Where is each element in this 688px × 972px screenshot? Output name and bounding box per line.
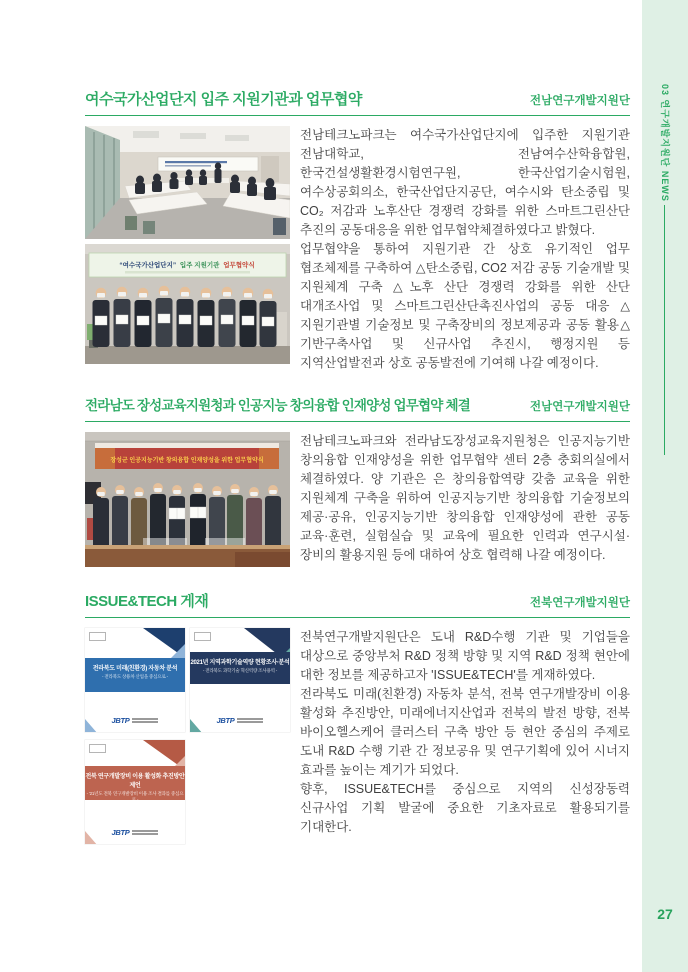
report-cover-auto	[85, 628, 185, 732]
section-title: 전라남도 장성교육지원청과 인공지능 창의융합 인재양성 업무협약 체결	[85, 398, 470, 413]
chapter-sidebar	[642, 0, 688, 972]
cover-title-band	[190, 652, 290, 684]
paragraph: 전남테크노파크와 전라남도장성교육지원청은 인공지능기반 창의융합 인재양성을 위한 업무협약 센터 2층 충회의실에서 체결하였다. 양 기관은 은 창의융합역량 갖춤 교육을 위한 지원체계 구축을 위하여 인공지능기반 창의융합 기술정보의 제공·공유, 인공지능기반 창의융합 인재양성에 관한 공동 교육·훈련, 실험실습 및 교육에 필요한 인력과 연구시설·장비의 활용지원 등에 대하여 상호 협력해 나갈 예정이다.	[300, 434, 630, 562]
page-number: 27	[657, 906, 673, 922]
section-jangseong-mou	[85, 394, 630, 567]
org-label: 전북연구개발지원단	[530, 597, 630, 609]
cover-title-band	[85, 658, 185, 692]
section-title: 여수국가산업단지 입주 지원기관과 업무협약	[85, 91, 362, 108]
photo-meeting-room	[85, 126, 290, 239]
sidebar-divider	[664, 205, 665, 455]
section-photos	[85, 432, 290, 567]
cover-title: 2021년 지역과학기술역량 현황조사·분석	[190, 660, 290, 666]
cover-label-box	[89, 744, 106, 753]
cover-footer	[85, 716, 185, 725]
org-label: 전남연구개발지원단	[530, 95, 630, 107]
jbtp-logo: JBTP	[111, 828, 130, 837]
jbtp-logo: JBTP	[216, 716, 235, 725]
cover-subtitle: - 전라북도 상용차 산업을 중심으로 -	[102, 674, 168, 679]
section-text	[300, 126, 630, 373]
section-header	[85, 590, 630, 618]
org-label: 전남연구개발지원단	[530, 401, 630, 413]
jbtp-logo: JBTP	[111, 716, 130, 725]
paragraph: 전남테크노파크는 여수국가산업단지에 입주한 지원기관 전남대학교, 전남여수산학융합원, 한국건설생활환경시험연구원, 한국산업기술시험원, 여수상공회의소, 한국산업단지공단, 여수시와 탄소중립 및 CO₂ 저감과 노후산단 경쟁력 강화를 위한 스마트그린산단 추진의 공동대응을 위한 업무협약체결하였다고 밝혔다.	[300, 128, 630, 237]
chapter-label: 03 연구개발지원단 NEWS	[660, 84, 670, 202]
cover-title: 전라북도 미래(친환경) 자동차 분석	[92, 666, 178, 672]
section-issue-tech	[85, 590, 630, 846]
content-column	[85, 0, 630, 972]
cover-label-box	[89, 632, 106, 641]
report-cover-equipment	[85, 740, 185, 844]
cover-subtitle: - 전라북도 과학기술 혁신역량 조사용역 -	[202, 668, 278, 673]
cover-title-band	[85, 766, 185, 800]
photo-ai-ceremony	[85, 432, 290, 567]
logo-subtext-lines	[132, 830, 158, 835]
section-text	[300, 628, 630, 837]
cover-footer	[190, 716, 290, 725]
section-title: ISSUE&TECH 게재	[85, 593, 209, 610]
section-header	[85, 394, 630, 422]
paragraph: 업무협약을 통하여 지원기관 간 상호 유기적인 업무 협조체제를 구축하여 △탄소중립, CO2 저감 공동 기술개발 및 지원체계 구축 △노후 산단 경쟁력 강화를 위한 산단 대개조사업 및 스마트그린산단촉진사업의 공동 대응 △지원기관별 기술정보 및 구축장비의 정보제공과 공동 활용△기반구축사업 및 신규사업 추진시, 행정지원 등 지역산업발전과 상호 공동발전에 기여해 나갈 예정이다.	[300, 242, 630, 370]
section-photos	[85, 126, 290, 364]
banner-text: 장성군 인공지능기반 창의융합 인재양성을 위한 업무협약식	[110, 458, 264, 464]
cover-subtitle: - '21년도 전북 연구개발장비 이용 조사 결과를 중심으로 -	[86, 791, 184, 802]
section-text	[300, 432, 630, 565]
logo-subtext-lines	[237, 718, 263, 723]
section-header	[85, 88, 630, 116]
logo-subtext-lines	[132, 718, 158, 723]
paragraph: 전라북도 미래(친환경) 자동차 분석, 전북 연구개발장비 이용 활성화 추진방안, 미래에너지산업과 전북의 발전 방향, 전북 바이오헬스케어 클러스터 구축 방안 등 현안 중심의 주제로 도내 R&D 수행 기관 간 정보공유 및 연구기획에 있어 시너지 효과를 높이는 계기가 되었다.	[300, 687, 630, 777]
paragraph: 전북연구개발지원단은 도내 R&D수행 기관 및 기업들을 대상으로 중앙부처 R&D 정책 방향 및 지역 R&D 정책 현안에 대한 정보를 제공하고자 'ISSUE&TECH'를 게재하였다.	[300, 630, 630, 682]
section-yeosu-mou	[85, 88, 630, 373]
paragraph: 향후, ISSUE&TECH를 중심으로 지역의 신성장동력 신규사업 기획 발굴에 중요한 기초자료로 활용되기를 기대한다.	[300, 782, 630, 834]
issue-tech-covers	[85, 628, 290, 846]
cover-title: 전북 연구개발장비 이용 활성화 추진방안 제언	[85, 774, 185, 789]
cover-label-box	[194, 632, 211, 641]
report-cover-science	[190, 628, 290, 732]
banner-text: “여수국가산업단지” 입주 지원기관 업무협약식	[119, 262, 255, 269]
photo-group-ceremony	[85, 244, 290, 364]
cover-footer	[85, 828, 185, 837]
